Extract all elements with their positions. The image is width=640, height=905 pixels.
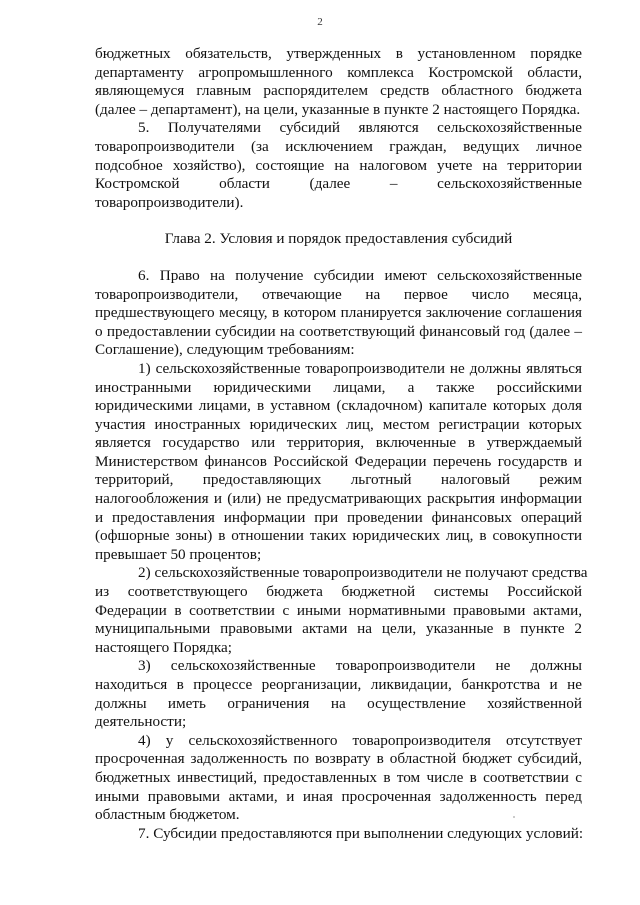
text-line: областным бюджетом.: [95, 806, 240, 824]
text-line: (далее – департамент), на цели, указанные в пункте 2 настоящего Порядка.: [95, 100, 581, 118]
paragraph-7: [95, 825, 582, 844]
list-item-2: [95, 564, 588, 657]
text-line: 3) сельскохозяйственные товаропроизводители не должны: [138, 657, 582, 675]
text-line: 1) сельскохозяйственные товаропроизводители не должны являться: [138, 359, 582, 377]
text-line: Министерством финансов Российской Федерации перечень государств и: [95, 452, 582, 470]
text-line: находиться в процессе реорганизации, ликвидации, банкротства и не: [95, 676, 582, 693]
scan-speck: [513, 816, 515, 818]
text-line: деятельности;: [95, 713, 187, 731]
text-line: налогообложения и (или) не предусматривающих раскрытия информации: [95, 490, 582, 508]
list-item-1: [95, 360, 582, 565]
text-line: предшествующего месяцу, в котором планируется заключение соглашения: [95, 304, 582, 322]
text-line: товаропроизводители).: [95, 193, 244, 211]
text-line: Федерации в соответствии с иными нормативными правовыми актами,: [95, 601, 582, 619]
text-line: муниципальными правовыми актами на цели, указанные в пункте 2: [95, 620, 582, 638]
text-line: из соответствующего бюджета бюджетной системы Российской: [95, 583, 582, 601]
text-line: бюджетных обязательств, утвержденных в установленном порядке: [95, 45, 582, 62]
text-line: товаропроизводители, отвечающие на первое число месяца,: [95, 285, 582, 303]
text-line: просроченная задолженность по возврату в областной бюджет субсидий,: [95, 750, 582, 768]
page-number: 2: [317, 16, 323, 28]
text-line: иными правовыми актами, и иная просроченная задолженность перед: [95, 787, 582, 805]
document-body: [95, 45, 588, 843]
text-line: 4) у сельскохозяйственного товаропроизводителя отсутствует: [138, 731, 582, 749]
text-line: 2) сельскохозяйственные товаропроизводители не получают средства: [138, 564, 588, 582]
text-line: настоящего Порядка;: [95, 638, 232, 656]
text-line: департаменту агропромышленного комплекса Костромской области,: [95, 63, 582, 81]
text-line: являющемуся главным распорядителем средств областного бюджета: [95, 82, 582, 100]
text-line: 6. Право на получение субсидии имеют сельскохозяйственные: [138, 266, 582, 284]
text-line: территорий, предоставляющих льготный налоговый режим: [95, 471, 582, 489]
text-line: иностранными юридическими лицами, а также российскими: [95, 378, 582, 396]
text-line: подсобное хозяйство), состоящие на налоговом учете на территории: [95, 156, 582, 174]
text-line: бюджетных инвестиций, предоставленных в том числе в соответствии с: [95, 768, 582, 786]
text-line: участия иностранных юридических лиц, местом регистрации которых: [95, 415, 582, 433]
paragraph-5: [95, 119, 582, 212]
text-line: юридическими лицами, в уставном (складочном) капитале которых доля: [95, 397, 582, 415]
list-item-3: [95, 657, 582, 731]
paragraph-6: [95, 267, 582, 360]
chapter-heading: Глава 2. Условия и порядок предоставления субсидий: [164, 230, 513, 248]
paragraph-4-continuation: [95, 45, 582, 119]
text-line: и предоставления информации при проведении финансовых операций: [95, 508, 582, 526]
text-line: 5. Получателями субсидий являются сельскохозяйственные: [138, 119, 582, 137]
text-line: Соглашение), следующим требованиям:: [95, 341, 355, 359]
text-line: превышает 50 процентов;: [95, 545, 262, 563]
list-item-4: [95, 732, 582, 825]
text-line: 7. Субсидии предоставляются при выполнении следующих условий:: [138, 824, 584, 842]
text-line: товаропроизводители (за исключением граждан, ведущих личное: [95, 137, 582, 155]
text-line: Костромской области (далее – сельскохозяйственные: [95, 175, 582, 193]
text-line: должны иметь ограничения на осуществление хозяйственной: [95, 694, 582, 712]
text-line: о предоставлении субсидии на соответствующий финансовый год (далее –: [95, 322, 582, 340]
text-line: (офшорные зоны) в отношении таких юридических лиц, в совокупности: [95, 527, 582, 545]
text-line: является государство или территория, включенные в утверждаемый: [95, 434, 582, 452]
